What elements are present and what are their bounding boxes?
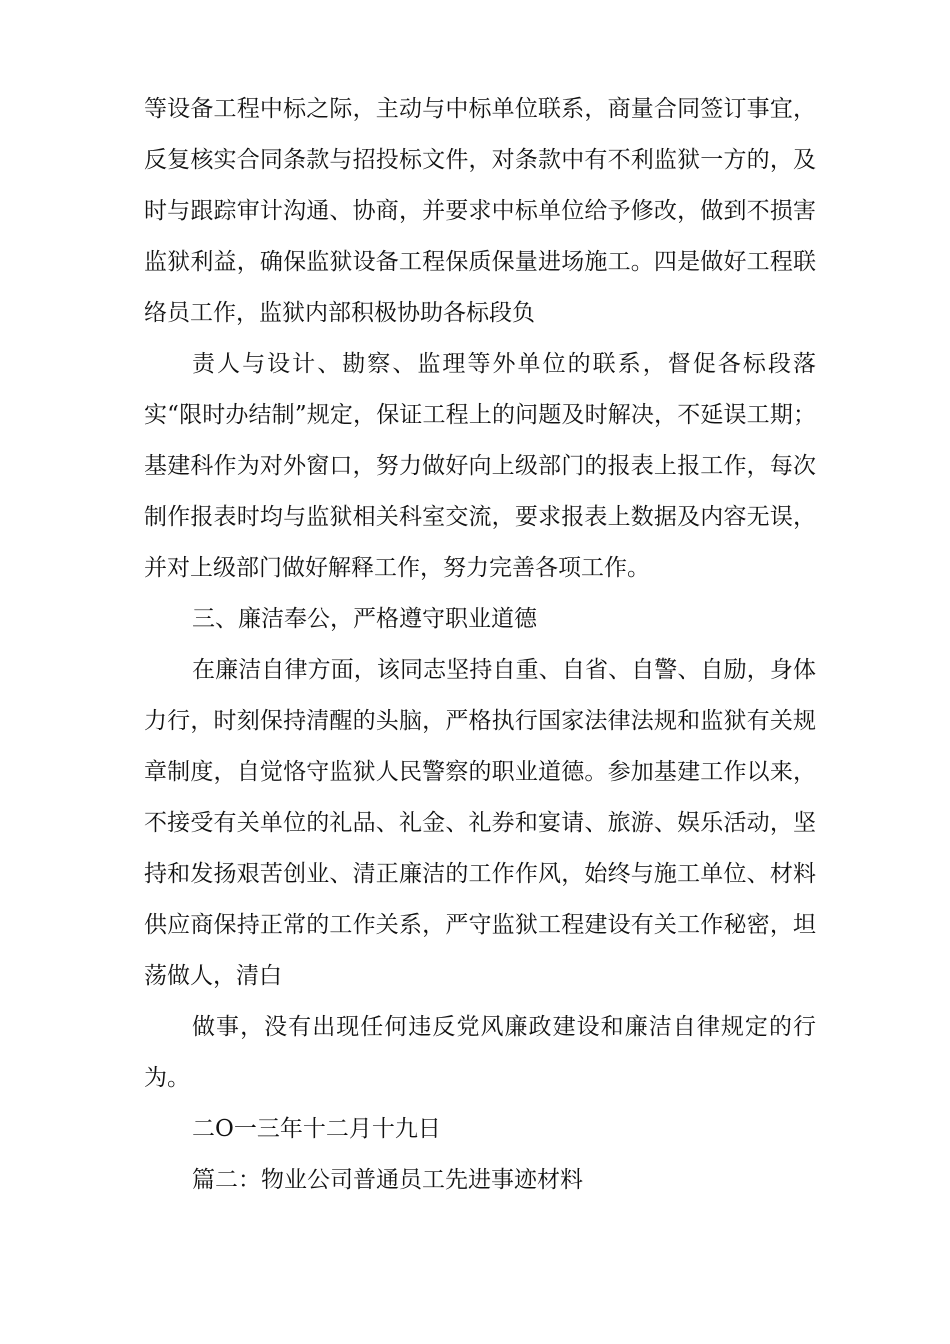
section-heading-integrity: 三、廉洁奉公，严格遵守职业道德 [192,606,537,632]
document-date: 二O一三年十二月十九日 [192,1116,441,1142]
paragraph-conduct-conclusion: 做事，没有出现任何违反党风廉政建设和廉洁自律规定的行为。 [144,1014,816,1091]
next-article-title: 篇二：物业公司普通员工先进事迹材料 [192,1167,583,1193]
paragraph-contract-review: 等设备工程中标之际，主动与中标单位联系，商量合同签订事宜，反复核实合同条款与招投标文件，对条款中有不利监狱一方的，及时与跟踪审计沟通、协商，并要求中标单位给予修改，做到不损害监狱利益，确保监狱设备工程保质保量进场施工。四是做好工程联络员工作，监狱内部积极协助各标段负 [144,96,816,326]
paragraph-self-discipline: 在廉洁自律方面，该同志坚持自重、自省、自警、自励，身体力行，时刻保持清醒的头脑，严格执行国家法律法规和监狱有关规章制度，自觉恪守监狱人民警察的职业道德。参加基建工作以来，不接受有关单位的礼品、礼金、礼券和宴请、旅游、娱乐活动，坚持和发扬艰苦创业、清正廉洁的工作作风，始终与施工单位、材料供应商保持正常的工作关系，严守监狱工程建设有关工作秘密，坦荡做人，清白 [144,657,816,989]
document-body [144,84,816,1206]
paragraph-liaison-reporting: 责人与设计、勘察、监理等外单位的联系，督促各标段落实“限时办结制”规定，保证工程上的问题及时解决，不延误工期；基建科作为对外窗口，努力做好向上级部门的报表上报工作，每次制作报表时均与监狱相关科室交流，要求报表上数据及内容无误，并对上级部门做好解释工作，努力完善各项工作。 [144,351,816,581]
